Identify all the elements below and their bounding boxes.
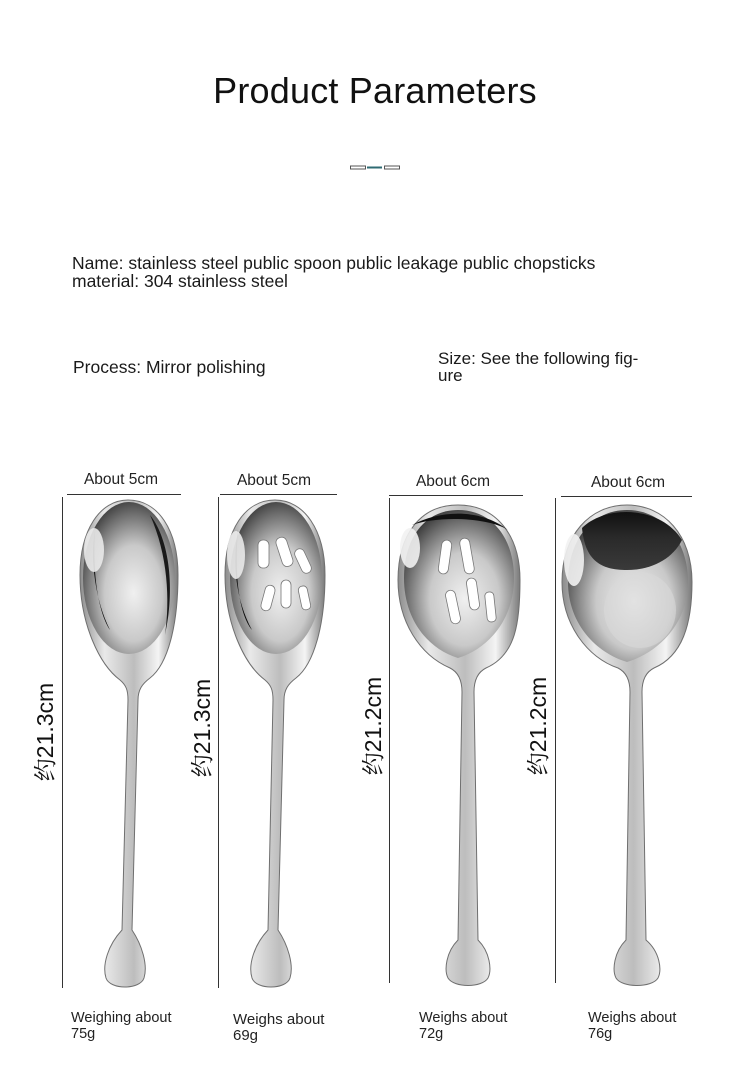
length-line-2 [218, 497, 219, 988]
weight-2-line-2: 69g [233, 1027, 259, 1044]
serving-spoon-1 [80, 500, 178, 987]
weight-4-line-1: Weighs about [588, 1010, 677, 1026]
size-note-line-2: ure [438, 366, 463, 385]
weight-label-1 [71, 1010, 172, 1042]
product-name: Name: stainless steel public spoon public leakage public chopsticks [72, 253, 596, 273]
serving-spoon-4 [562, 505, 692, 986]
width-label-4: About 6cm [590, 474, 666, 491]
product-process: Process: Mirror polishing [73, 357, 266, 377]
width-label-1: About 5cm [83, 471, 159, 488]
length-label-1: 约21.3cm [32, 682, 58, 782]
weight-label-4 [588, 1010, 676, 1042]
size-note-line-1: Size: See the following fig- [438, 349, 639, 368]
weight-1-line-1: Weighing about [71, 1010, 172, 1026]
weight-label-2 [233, 1012, 324, 1044]
product-material: material: 304 stainless steel [72, 271, 288, 291]
slotted-spoon-3 [398, 505, 520, 986]
length-line-4 [555, 498, 556, 983]
weight-2-line-1: Weighs about [233, 1011, 325, 1028]
width-line-2 [220, 494, 337, 495]
length-line-1 [62, 497, 63, 988]
weight-3-line-1: Weighs about [419, 1010, 508, 1026]
weight-label-3 [419, 1010, 507, 1042]
page-title: Product Parameters [213, 70, 537, 111]
width-label-3: About 6cm [415, 473, 491, 490]
weight-1-line-2: 75g [71, 1026, 96, 1042]
width-line-3 [389, 495, 523, 496]
weight-3-line-2: 72g [419, 1026, 444, 1042]
width-line-4 [561, 496, 692, 497]
length-label-2: 约21.3cm [189, 678, 215, 778]
weight-4-line-2: 76g [588, 1026, 613, 1042]
width-label-2: About 5cm [236, 472, 312, 489]
width-line-1 [67, 494, 181, 495]
length-label-3: 约21.2cm [360, 676, 386, 776]
length-label-4: 约21.2cm [525, 676, 551, 776]
length-line-3 [389, 498, 390, 983]
slotted-spoon-2 [225, 500, 325, 987]
